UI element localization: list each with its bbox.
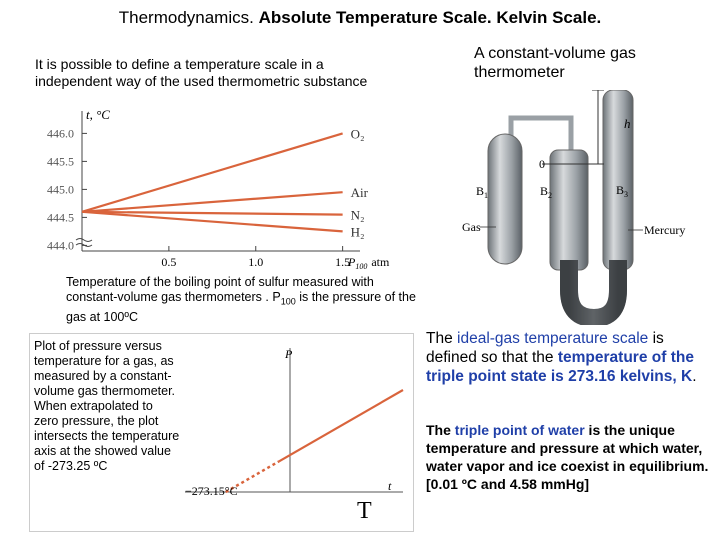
ideal-gas-definition: The ideal-gas temperature scale is defined so that the temperature of the triple point state is 273.16 kelvins, K.: [426, 330, 697, 385]
label-h: h: [624, 116, 631, 131]
title-bold: Absolute Temperature Scale. Kelvin Scale.: [258, 8, 602, 27]
x-axis-label: $P_{100}$ atm: [348, 255, 390, 271]
pressure-temperature-svg: [185, 340, 410, 528]
thermometer-title: [474, 44, 636, 82]
label-b3: $B_3$: [616, 183, 629, 199]
pressure-temperature-chart: [185, 340, 410, 528]
label-zero: 0: [539, 157, 545, 171]
gas-thermometer-diagram: [438, 90, 713, 325]
t-axis-label: t: [388, 479, 392, 493]
series-label: H₂: [350, 224, 365, 240]
label-b1: $B_1$: [476, 184, 489, 200]
y-tick-label: 445.0: [47, 182, 74, 197]
x-tick-label: 0.5: [161, 255, 177, 269]
y-tick-label: 444.5: [47, 210, 74, 225]
gas-bulb-b1: [488, 134, 522, 264]
big-T-label: T: [357, 498, 372, 524]
label-gas: Gas: [462, 220, 481, 234]
triple-point-definition: The triple point of water is the unique temperature and pressure at which water, water vapor and ice coexist in equilibrium. [0.01 ºC and 4.58 mmHg]: [426, 422, 709, 492]
mercury-u-tube-shade: [569, 260, 618, 318]
tube-b2: [550, 150, 588, 270]
title-plain: Thermodynamics.: [118, 8, 254, 27]
y-axis-label: t, °C: [86, 107, 110, 122]
y-tick-label: 444.0: [47, 238, 74, 253]
intro-line-2: independent way of the used thermometric substance: [35, 73, 368, 89]
series-line: [82, 133, 343, 211]
series-label: N₂: [350, 207, 365, 223]
series-line: [82, 192, 343, 212]
y-tick-label: 445.5: [47, 154, 74, 169]
series-label: Air: [350, 185, 368, 201]
x-tick-label: 1.0: [248, 255, 264, 269]
y-tick-label: 446.0: [47, 126, 74, 141]
thermometer-title-line1: A constant-volume gas: [474, 45, 636, 62]
p-axis-label: P: [285, 347, 293, 361]
caption-sulfur: Temperature of the boiling point of sulfur measured with constant-volume gas thermometers . $P_{100}$ is the pressure of the gas at 100ºC: [66, 275, 426, 325]
measured-line: [279, 390, 403, 461]
caption-pressure-plot: Plot of pressure versus temperature for a gas, as measured by a constant-volume gas thermometer. When extrapolated to zero pressure, the plot intersects the temperature axis at the showed value of -273.25 ºC: [34, 339, 180, 473]
thermometer-title-line2: thermometer: [474, 64, 565, 81]
label-mercury: Mercury: [644, 223, 686, 237]
x-tick-label: 1.5: [335, 255, 351, 269]
series-label: O₂: [350, 126, 365, 142]
intro-text: [35, 56, 367, 90]
gas-thermometer-svg: [438, 90, 713, 325]
page-title: [0, 8, 720, 28]
label-b2: $B_2$: [540, 184, 553, 200]
intro-line-1: It is possible to define a temperature scale in a: [35, 56, 324, 72]
t-tick-label: −273.15°C: [185, 484, 238, 498]
